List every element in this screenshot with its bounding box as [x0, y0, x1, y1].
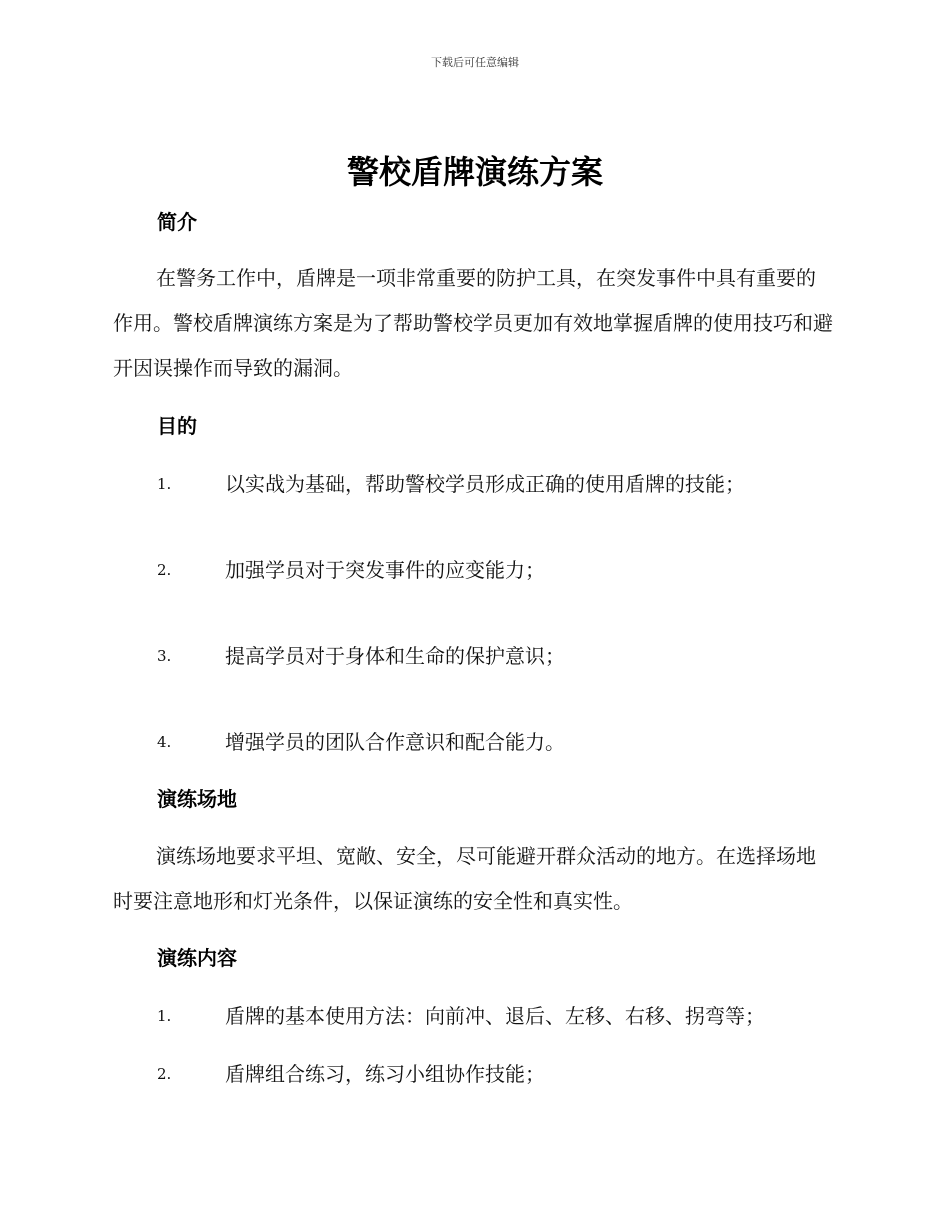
goal-list-item	[157, 555, 837, 585]
venue-paragraph: 演练场地要求平坦、宽敞、安全，尽可能避开群众活动的地方。在选择场地时要注意地形和灯光条件，以保证演练的安全性和真实性。	[113, 844, 816, 913]
goal-list-item	[157, 641, 837, 671]
list-text: 加强学员对于突发事件的应变能力；	[225, 558, 545, 582]
list-number: 1.	[157, 475, 172, 493]
list-text: 盾牌的基本使用方法：向前冲、退后、左移、右移、拐弯等；	[225, 1004, 765, 1028]
content-list-item	[157, 1059, 837, 1089]
list-number: 3.	[157, 647, 172, 665]
list-text: 盾牌组合练习，练习小组协作技能；	[225, 1062, 545, 1086]
list-text: 以实战为基础，帮助警校学员形成正确的使用盾牌的技能；	[225, 472, 745, 496]
list-number: 2.	[157, 1065, 172, 1083]
header-note: 下载后可任意编辑	[431, 56, 519, 69]
content-list-item	[157, 1001, 837, 1031]
document-title: 警校盾牌演练方案	[346, 153, 603, 191]
list-number: 1.	[157, 1007, 172, 1025]
section-heading-content: 演练内容	[157, 946, 237, 970]
section-heading-intro: 简介	[157, 210, 197, 234]
list-number: 4.	[157, 733, 172, 751]
intro-paragraph: 在警务工作中，盾牌是一项非常重要的防护工具，在突发事件中具有重要的作用。警校盾牌演练方案是为了帮助警校学员更加有效地掌握盾牌的使用技巧和避开因误操作而导致的漏洞。	[113, 266, 833, 380]
goal-list-item	[157, 469, 837, 499]
goal-list-item	[157, 727, 837, 757]
section-heading-goals: 目的	[157, 414, 197, 438]
list-text: 增强学员的团队合作意识和配合能力。	[225, 730, 565, 754]
list-text: 提高学员对于身体和生命的保护意识；	[225, 644, 565, 668]
list-number: 2.	[157, 561, 172, 579]
section-heading-venue: 演练场地	[157, 787, 237, 811]
